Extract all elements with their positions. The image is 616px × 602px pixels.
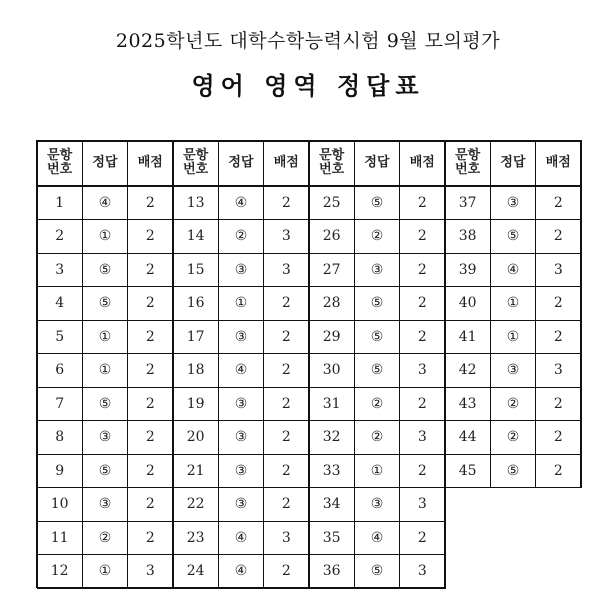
- cell-number: 30: [322, 362, 341, 379]
- cell-number: 27: [322, 261, 341, 278]
- cell-points: 2: [417, 462, 427, 479]
- cell-number: 6: [55, 362, 65, 379]
- cell-number: 37: [458, 194, 477, 211]
- cell-points: 2: [553, 295, 563, 312]
- cell-number: 26: [322, 228, 341, 245]
- header-answer: 정답: [92, 155, 118, 170]
- cell-points: 3: [417, 496, 427, 513]
- cell-points: 2: [417, 529, 427, 546]
- cell-answer: ③: [234, 496, 248, 513]
- cell-number: 32: [322, 429, 341, 446]
- table-rule: [490, 140, 491, 488]
- cell-number: 13: [186, 194, 205, 211]
- cell-number: 31: [322, 395, 341, 412]
- cell-number: 1: [55, 194, 65, 211]
- cell-points: 2: [281, 362, 291, 379]
- cell-number: 25: [322, 194, 341, 211]
- cell-points: 3: [553, 261, 563, 278]
- cell-answer: ②: [506, 429, 520, 446]
- cell-points: 3: [281, 261, 291, 278]
- table-rule: [218, 140, 219, 588]
- cell-answer: ⑤: [370, 563, 384, 580]
- cell-points: 2: [553, 328, 563, 345]
- table-rule: [580, 140, 582, 488]
- header-number: 문항 번호: [183, 148, 209, 177]
- cell-number: 23: [186, 529, 205, 546]
- cell-points: 3: [553, 362, 563, 379]
- cell-answer: ⑤: [370, 194, 384, 211]
- cell-answer: ①: [506, 295, 520, 312]
- table-rule: [172, 140, 174, 588]
- cell-points: 2: [281, 462, 291, 479]
- cell-answer: ④: [98, 194, 112, 211]
- cell-number: 2: [55, 228, 65, 245]
- cell-answer: ④: [234, 362, 248, 379]
- cell-points: 2: [145, 462, 155, 479]
- cell-number: 12: [50, 563, 69, 580]
- cell-points: 2: [145, 261, 155, 278]
- cell-answer: ③: [234, 328, 248, 345]
- table-rule: [82, 140, 83, 588]
- cell-answer: ③: [370, 496, 384, 513]
- table-rule: [308, 140, 310, 588]
- cell-number: 40: [458, 295, 477, 312]
- cell-answer: ④: [370, 529, 384, 546]
- cell-number: 22: [186, 496, 205, 513]
- cell-number: 15: [186, 261, 205, 278]
- cell-points: 2: [145, 529, 155, 546]
- cell-number: 8: [55, 429, 65, 446]
- page-subtitle: 영어 영역 정답표: [191, 71, 425, 100]
- cell-points: 2: [145, 496, 155, 513]
- header-answer: 정답: [228, 155, 254, 170]
- cell-number: 38: [458, 228, 477, 245]
- cell-answer: ⑤: [98, 462, 112, 479]
- cell-number: 5: [55, 328, 65, 345]
- cell-answer: ②: [506, 395, 520, 412]
- cell-number: 44: [458, 429, 477, 446]
- cell-points: 2: [417, 261, 427, 278]
- table-rule: [36, 140, 38, 588]
- header-answer: 정답: [364, 155, 390, 170]
- cell-points: 3: [281, 529, 291, 546]
- cell-answer: ①: [234, 295, 248, 312]
- cell-number: 11: [50, 529, 69, 546]
- cell-answer: ③: [506, 194, 520, 211]
- header-number: 문항 번호: [47, 148, 73, 177]
- cell-points: 2: [145, 194, 155, 211]
- cell-answer: ③: [98, 496, 112, 513]
- page-title: 2025학년도 대학수학능력시험 9월 모의평가: [115, 30, 501, 52]
- cell-number: 41: [458, 328, 477, 345]
- cell-number: 7: [55, 395, 65, 412]
- table-rule: [37, 554, 446, 555]
- cell-answer: ①: [98, 563, 112, 580]
- cell-number: 39: [458, 261, 477, 278]
- table-rule: [37, 521, 446, 522]
- cell-number: 36: [322, 563, 341, 580]
- cell-number: 17: [186, 328, 205, 345]
- cell-points: 2: [145, 295, 155, 312]
- cell-answer: ⑤: [370, 328, 384, 345]
- header-number: 문항 번호: [319, 148, 345, 177]
- cell-points: 3: [417, 362, 427, 379]
- cell-points: 2: [281, 563, 291, 580]
- cell-points: 2: [417, 395, 427, 412]
- cell-number: 4: [55, 295, 65, 312]
- header-number: 문항 번호: [455, 148, 481, 177]
- table-rule: [444, 140, 446, 588]
- cell-points: 2: [145, 328, 155, 345]
- header-points: 배점: [545, 155, 571, 170]
- cell-answer: ④: [234, 529, 248, 546]
- cell-number: 3: [55, 261, 65, 278]
- cell-points: 2: [417, 228, 427, 245]
- cell-points: 2: [417, 194, 427, 211]
- cell-number: 42: [458, 362, 477, 379]
- cell-points: 2: [417, 295, 427, 312]
- cell-number: 43: [458, 395, 477, 412]
- cell-number: 16: [186, 295, 205, 312]
- cell-number: 24: [186, 563, 205, 580]
- cell-answer: ②: [370, 228, 384, 245]
- cell-answer: ①: [98, 228, 112, 245]
- cell-number: 9: [55, 462, 65, 479]
- cell-answer: ③: [234, 395, 248, 412]
- cell-points: 2: [553, 194, 563, 211]
- cell-answer: ⑤: [506, 462, 520, 479]
- cell-answer: ①: [370, 462, 384, 479]
- cell-number: 14: [186, 228, 205, 245]
- cell-answer: ⑤: [98, 295, 112, 312]
- header-points: 배점: [273, 155, 299, 170]
- cell-answer: ③: [234, 429, 248, 446]
- cell-answer: ④: [506, 261, 520, 278]
- cell-answer: ①: [506, 328, 520, 345]
- cell-points: 3: [145, 563, 155, 580]
- cell-points: 3: [417, 563, 427, 580]
- table-rule: [535, 140, 536, 488]
- cell-points: 3: [417, 429, 427, 446]
- cell-points: 2: [553, 228, 563, 245]
- cell-number: 29: [322, 328, 341, 345]
- cell-answer: ②: [234, 228, 248, 245]
- table-rule: [263, 140, 264, 588]
- table-rule: [127, 140, 128, 588]
- cell-answer: ②: [98, 529, 112, 546]
- table-rule: [37, 587, 446, 589]
- cell-number: 45: [458, 462, 477, 479]
- cell-answer: ③: [506, 362, 520, 379]
- cell-points: 2: [281, 429, 291, 446]
- header-answer: 정답: [500, 155, 526, 170]
- cell-answer: ④: [234, 194, 248, 211]
- cell-number: 10: [50, 496, 69, 513]
- cell-number: 28: [322, 295, 341, 312]
- table-rule: [354, 140, 355, 588]
- cell-answer: ⑤: [370, 362, 384, 379]
- cell-answer: ①: [98, 362, 112, 379]
- answer-table: [37, 140, 581, 588]
- cell-number: 35: [322, 529, 341, 546]
- cell-answer: ⑤: [98, 261, 112, 278]
- cell-answer: ③: [234, 462, 248, 479]
- cell-answer: ⑤: [506, 228, 520, 245]
- cell-number: 21: [186, 462, 205, 479]
- header-points: 배점: [409, 155, 435, 170]
- cell-points: 2: [417, 328, 427, 345]
- cell-points: 2: [145, 228, 155, 245]
- cell-points: 2: [281, 395, 291, 412]
- cell-answer: ③: [370, 261, 384, 278]
- cell-number: 34: [322, 496, 341, 513]
- cell-answer: ③: [234, 261, 248, 278]
- cell-points: 3: [281, 228, 291, 245]
- cell-points: 2: [553, 462, 563, 479]
- cell-points: 2: [281, 194, 291, 211]
- cell-points: 2: [145, 395, 155, 412]
- cell-points: 2: [553, 395, 563, 412]
- cell-answer: ⑤: [98, 395, 112, 412]
- cell-points: 2: [281, 295, 291, 312]
- cell-answer: ②: [370, 395, 384, 412]
- table-rule: [399, 140, 400, 588]
- cell-answer: ④: [234, 563, 248, 580]
- cell-answer: ③: [98, 429, 112, 446]
- cell-number: 19: [186, 395, 205, 412]
- cell-points: 2: [281, 328, 291, 345]
- cell-number: 33: [322, 462, 341, 479]
- cell-number: 20: [186, 429, 205, 446]
- cell-answer: ①: [98, 328, 112, 345]
- cell-points: 2: [145, 362, 155, 379]
- cell-points: 2: [281, 496, 291, 513]
- cell-points: 2: [145, 429, 155, 446]
- header-points: 배점: [137, 155, 163, 170]
- cell-points: 2: [553, 429, 563, 446]
- cell-answer: ⑤: [370, 295, 384, 312]
- cell-answer: ②: [370, 429, 384, 446]
- cell-number: 18: [186, 362, 205, 379]
